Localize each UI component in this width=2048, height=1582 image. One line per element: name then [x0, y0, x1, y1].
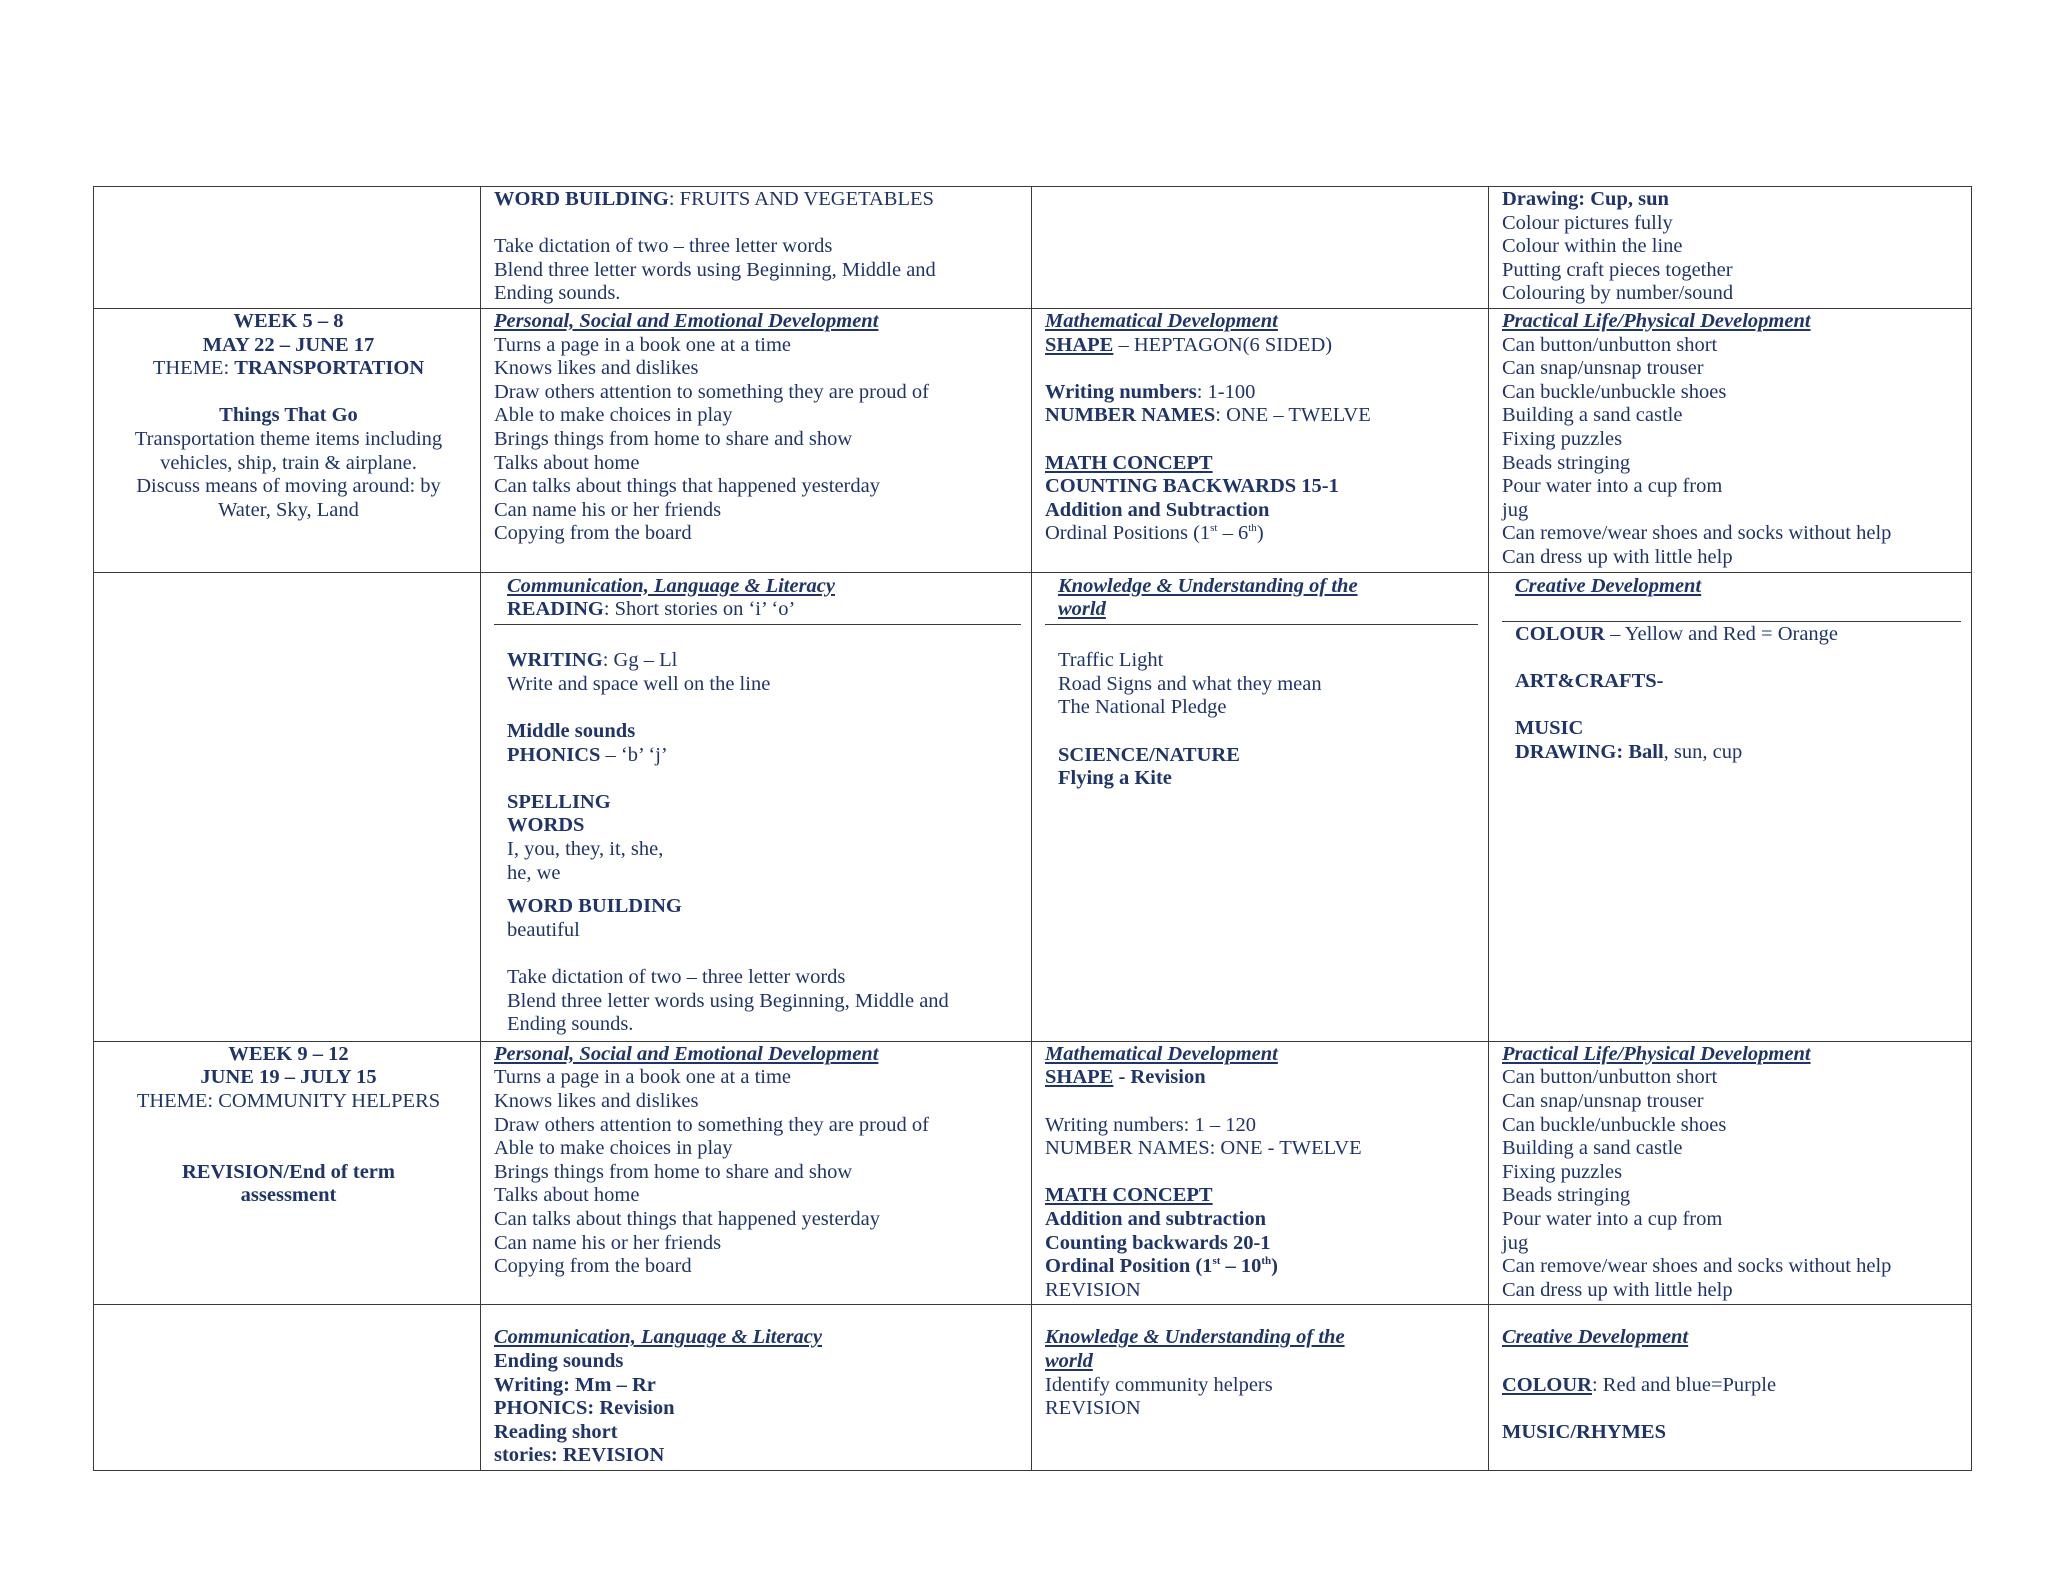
math-concept-item: Addition and subtraction [1045, 1207, 1267, 1230]
list-item: Can button/unbutton short [1502, 333, 1718, 356]
list-item: Beads stringing [1502, 1184, 1631, 1207]
section-heading: Personal, Social and Emotional Development [494, 1042, 879, 1065]
list-item: Colour pictures fully [1502, 211, 1673, 234]
section-heading: Personal, Social and Emotional Development [494, 309, 879, 332]
practical-life-cell [1489, 308, 1972, 572]
table-row [94, 1041, 1972, 1305]
list-item: Ending sounds [494, 1349, 624, 1372]
dictation-line: Take dictation of two – three letter words [507, 966, 846, 988]
literacy-cell [481, 187, 1032, 309]
communication-header [494, 574, 1021, 625]
list-item: Colour within the line [1502, 235, 1683, 258]
section-heading: Mathematical Development [1045, 309, 1278, 332]
theme-line: THEME: TRANSPORTATION [152, 357, 425, 380]
list-item: Draw others attention to something they are proud of [494, 1113, 929, 1136]
table-row [94, 308, 1972, 572]
list-item: Write and space well on the line [507, 672, 771, 695]
shape-line: SHAPE - Revision [1045, 1066, 1206, 1089]
date-range: JUNE 19 – JULY 15 [200, 1066, 377, 1089]
music-heading: MUSIC/RHYMES [1502, 1420, 1667, 1443]
knowledge-header [1045, 574, 1478, 625]
creative-cell [1489, 572, 1972, 1041]
table-row [94, 1305, 1972, 1471]
ordinal-line: Ordinal Position (1st – 10th) [1045, 1255, 1278, 1278]
math-concept-item: COUNTING BACKWARDS 15-1 [1045, 475, 1339, 498]
blend-line: Ending sounds. [507, 1013, 634, 1036]
list-item: Traffic Light [1058, 649, 1164, 672]
list-item: Can talks about things that happened yesterday [494, 1207, 880, 1230]
colour-line: COLOUR – Yellow and Red = Orange [1515, 623, 1839, 645]
list-item: Pour water into a cup from [1502, 1207, 1723, 1230]
list-item: The National Pledge [1058, 696, 1227, 719]
list-item: Brings things from home to share and show [494, 427, 853, 450]
revision-line: REVISION [1045, 1278, 1141, 1301]
theme-description: vehicles, ship, train & airplane. [160, 451, 417, 474]
list-item: Identify community helpers [1045, 1373, 1273, 1396]
revision-line: assessment [240, 1184, 337, 1207]
number-names-line: NUMBER NAMES: ONE - TWELVE [1045, 1137, 1362, 1160]
table-row [94, 572, 1972, 1041]
phonics-line: PHONICS – ‘b’ ‘j’ [507, 743, 668, 766]
section-heading: Creative Development [1515, 574, 1702, 597]
section-heading: Knowledge & Understanding of the [1045, 1326, 1345, 1349]
drawing-line: DRAWING: Ball, sun, cup [1515, 740, 1743, 763]
math-cell [1032, 1041, 1489, 1305]
list-item: Copying from the board [494, 522, 692, 545]
theme-subtitle: Things That Go [219, 404, 358, 427]
week-cell [94, 1305, 481, 1471]
list-item: Writing: Mm – Rr [494, 1373, 656, 1396]
list-item: Knows likes and dislikes [494, 1089, 699, 1112]
list-item: Beads stringing [1502, 451, 1631, 474]
list-item: Colouring by number/sound [1502, 282, 1734, 305]
reading-line: READING: Short stories on ‘i’ ‘o’ [507, 598, 796, 621]
list-item: Can snap/unsnap trouser [1502, 357, 1704, 380]
list-item: Fixing puzzles [1502, 427, 1623, 450]
section-heading: Practical Life/Physical Development [1502, 309, 1811, 332]
shape-line: SHAPE – HEPTAGON(6 SIDED) [1045, 333, 1333, 356]
week-cell [94, 308, 481, 572]
list-item: Road Signs and what they mean [1058, 672, 1322, 695]
communication-cell [481, 572, 1032, 1041]
list-item: Turns a page in a book one at a time [494, 333, 791, 356]
list-item: Draw others attention to something they are proud of [494, 380, 929, 403]
word-building-word: beautiful [507, 918, 580, 941]
list-item: Can button/unbutton short [1502, 1066, 1718, 1089]
list-item: Can name his or her friends [494, 1231, 722, 1254]
list-item: stories: REVISION [494, 1444, 665, 1467]
dictation-line: Take dictation of two – three letter words [494, 235, 833, 258]
list-item: Can buckle/unbuckle shoes [1502, 1113, 1727, 1136]
list-item: Knows likes and dislikes [494, 357, 699, 380]
math-concept-item: Counting backwards 20-1 [1045, 1231, 1271, 1254]
number-names-line: NUMBER NAMES: ONE – TWELVE [1045, 404, 1371, 427]
week-cell [94, 187, 481, 309]
math-concept-heading: MATH CONCEPT [1045, 451, 1213, 474]
middle-sounds: Middle sounds [507, 720, 636, 743]
words-heading: WORDS [507, 814, 585, 837]
theme-line: THEME: COMMUNITY HELPERS [136, 1089, 441, 1112]
list-item: REVISION [1045, 1397, 1141, 1420]
list-item: Can remove/wear shoes and socks without help [1502, 1255, 1892, 1278]
creative-header [1502, 574, 1961, 623]
words-list: I, you, they, it, she, [507, 838, 664, 861]
list-item: Can name his or her friends [494, 498, 722, 521]
section-heading: Communication, Language & Literacy [494, 1326, 823, 1349]
week-range: WEEK 5 – 8 [233, 309, 344, 332]
section-heading: Communication, Language & Literacy [507, 574, 836, 597]
creative-cell [1489, 187, 1972, 309]
list-item: Can talks about things that happened yesterday [494, 475, 880, 498]
word-building-line: WORD BUILDING: FRUITS AND VEGETABLES [494, 188, 934, 210]
personal-social-cell [481, 308, 1032, 572]
list-item: Can buckle/unbuckle shoes [1502, 380, 1727, 403]
list-item: Can dress up with little help [1502, 1278, 1733, 1301]
week-cell [94, 572, 481, 1041]
arts-heading: ART&CRAFTS- [1515, 670, 1664, 693]
creative-cell [1489, 1305, 1972, 1471]
list-item: Brings things from home to share and show [494, 1160, 853, 1183]
list-item: Talks about home [494, 451, 640, 474]
list-item: PHONICS: Revision [494, 1397, 675, 1420]
week-range: WEEK 9 – 12 [228, 1042, 349, 1065]
section-heading: Mathematical Development [1045, 1042, 1278, 1065]
math-cell [1032, 308, 1489, 572]
personal-social-cell [481, 1041, 1032, 1305]
section-heading: Knowledge & Understanding of the [1058, 574, 1358, 597]
word-building-heading: WORD BUILDING [507, 895, 682, 918]
table-row [94, 187, 1972, 309]
knowledge-cell [1032, 572, 1489, 1041]
writing-numbers-line: Writing numbers: 1 – 120 [1045, 1113, 1256, 1136]
list-item: Building a sand castle [1502, 1137, 1683, 1160]
theme-description: Discuss means of moving around: by [136, 475, 441, 498]
list-item: Able to make choices in play [494, 404, 733, 427]
drawing-line: Drawing: Cup, sun [1502, 188, 1669, 210]
list-item: Can snap/unsnap trouser [1502, 1089, 1704, 1112]
week-cell [94, 1041, 481, 1305]
list-item: Fixing puzzles [1502, 1160, 1623, 1183]
list-item: Talks about home [494, 1184, 640, 1207]
spelling-heading: SPELLING [507, 790, 611, 813]
section-heading: world [1058, 598, 1106, 621]
list-item: Able to make choices in play [494, 1137, 733, 1160]
blend-line: Ending sounds. [494, 282, 621, 305]
section-heading: world [1045, 1349, 1093, 1372]
list-item: Can remove/wear shoes and socks without help [1502, 522, 1892, 545]
lesson-plan-table [93, 186, 1972, 1471]
list-item: jug [1502, 498, 1529, 521]
words-list: he, we [507, 861, 561, 884]
science-item: Flying a Kite [1058, 767, 1172, 790]
list-item: Reading short [494, 1420, 618, 1443]
writing-line: WRITING: Gg – Ll [507, 649, 678, 672]
ordinal-line: Ordinal Positions (1st – 6th) [1045, 522, 1264, 545]
math-concept-item: Addition and Subtraction [1045, 498, 1270, 521]
colour-line: COLOUR: Red and blue=Purple [1502, 1373, 1777, 1396]
creative-body [1502, 622, 1961, 767]
knowledge-body [1045, 625, 1478, 793]
list-item: Pour water into a cup from [1502, 475, 1723, 498]
list-item: Putting craft pieces together [1502, 258, 1733, 281]
communication-cell [481, 1305, 1032, 1471]
science-heading: SCIENCE/NATURE [1058, 743, 1240, 766]
communication-body [494, 625, 1021, 1039]
theme-description: Transportation theme items including [134, 427, 443, 450]
knowledge-cell [1032, 1305, 1489, 1471]
list-item: Can dress up with little help [1502, 545, 1733, 568]
math-concept-heading: MATH CONCEPT [1045, 1184, 1213, 1207]
list-item: Turns a page in a book one at a time [494, 1066, 791, 1089]
music-heading: MUSIC [1515, 717, 1584, 740]
date-range: MAY 22 – JUNE 17 [202, 333, 375, 356]
section-heading: Practical Life/Physical Development [1502, 1042, 1811, 1065]
list-item: jug [1502, 1231, 1529, 1254]
list-item: Copying from the board [494, 1255, 692, 1278]
section-heading: Creative Development [1502, 1326, 1689, 1349]
list-item: Building a sand castle [1502, 404, 1683, 427]
knowledge-cell [1032, 187, 1489, 309]
practical-life-cell [1489, 1041, 1972, 1305]
blend-line: Blend three letter words using Beginning, Middle and [494, 258, 936, 281]
blend-line: Blend three letter words using Beginning, Middle and [507, 989, 949, 1012]
writing-numbers-line: Writing numbers: 1-100 [1045, 380, 1256, 403]
revision-line: REVISION/End of term [182, 1160, 395, 1183]
theme-description: Water, Sky, Land [218, 498, 359, 521]
